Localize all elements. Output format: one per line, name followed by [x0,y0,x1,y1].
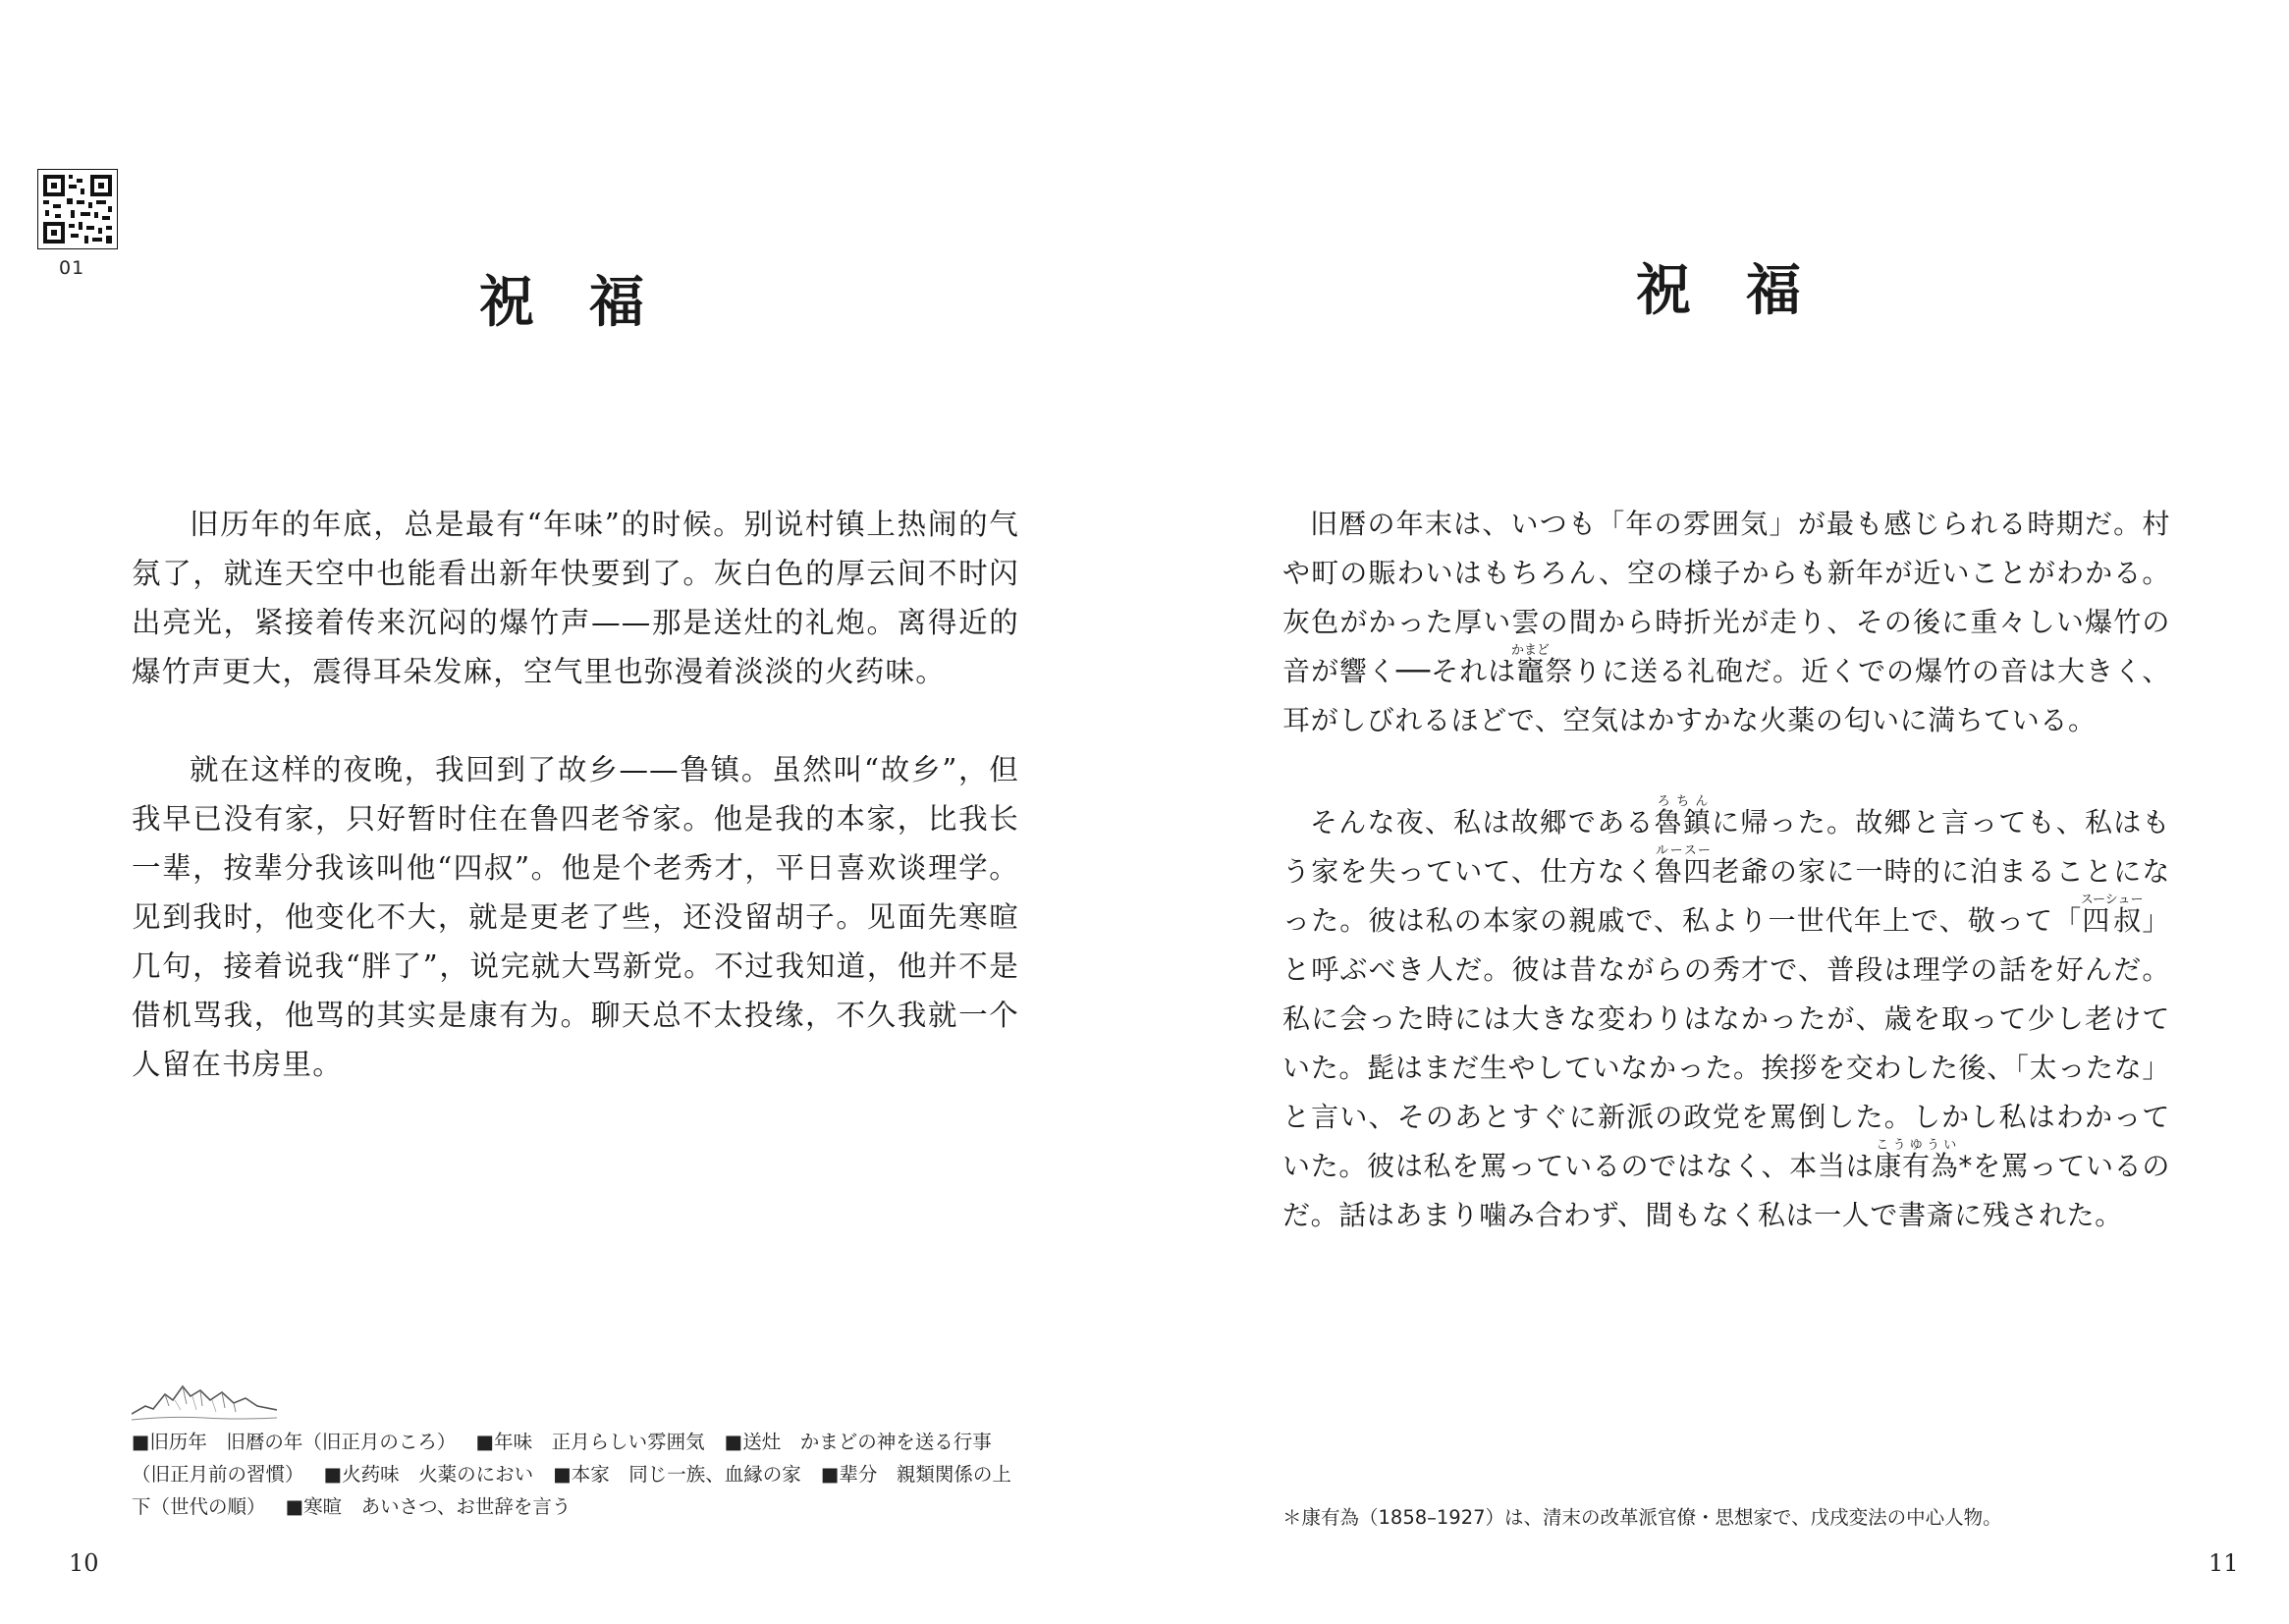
right-page [1145,0,2289,1624]
page-number: 11 [2208,1549,2239,1577]
page-title: 祝福 [479,270,699,335]
ruby-annotation: 魯四ルースー [1655,843,1713,888]
vocabulary-notes [132,1426,1027,1523]
vocab-item: ■本家 同じ一族、血縁の家 [553,1463,801,1486]
footnote: ＊康有為（1858–1927）は、清末の改革派官僚・思想家で、戊戌変法の中心人物。 [1282,1506,2002,1529]
vocab-item: ■寒暄 あいさつ、お世辞を言う [285,1495,572,1518]
paragraph: 旧暦の年末は、いつも「年の雰囲気」が最も感じられる時期だ。村や町の賑わいはもちろん、空の様子からも新年が近いことがわかる。灰色がかった厚い雲の間から時折光が走り、その後に重々しい爆竹の音が響く──それは竈かまど祭りに送る礼砲だ。近くでの爆竹の音は大きく、耳がしびれるほどで、空気はかすかな火薬の匂いに満ちている。 [1282,508,2170,736]
paragraph: 就在这样的夜晚，我回到了故乡——鲁镇。虽然叫“故乡”，但我早已没有家，只好暂时住在鲁四老爷家。他是我的本家，比我长一辈，按辈分我该叫他“四叔”。他是个老秀才，平日喜欢谈理学。见到我时，他变化不大，就是更老了些，还没留胡子。见面先寒暄几句，接着说我“胖了”，说完就大骂新党。不过我知道，他并不是借机骂我，他骂的其实是康有为。聊天总不太投缘，不久我就一个人留在书房里。 [132,753,1019,1081]
mountain-ornament-icon [132,1377,277,1424]
ruby-annotation: 竈かまど [1511,643,1551,687]
vocab-item: ■辈分 親類関係の上下（世代の順） [132,1463,1011,1518]
page-number: 10 [69,1549,99,1577]
japanese-body-text [1282,500,2170,1240]
ruby-annotation: 康有為こうゆうい [1874,1138,1959,1182]
left-page [0,0,1144,1624]
page-title: 祝福 [1636,258,1856,323]
vocab-item: ■年味 正月らしい雰囲気 [475,1431,705,1453]
vocab-item: ■火药味 火薬のにおい [323,1463,534,1486]
paragraph: そんな夜、私は故郷である魯鎮ろちんに帰った。故郷と言っても、私はもう家を失っていて、仕方なく魯四ルースー老爺の家に一時的に泊まることになった。彼は私の本家の親戚で、私より一世代年上で、敬って「四叔スーシュー」と呼ぶべき人だ。彼は昔ながらの秀才で、普段は理学の話を好んだ。私に会った時には大きな変わりはなかったが、歳を取って少し老けていた。髭はまだ生やしていなかった。挨拶を交わした後、「太ったな」と言い、そのあとすぐに新派の政党を罵倒した。しかし私はわかっていた。彼は私を罵っているのではなく、本当は康有為こうゆうい*を罵っているのだ。話はあまり噛み合わず、間もなく私は一人で書斎に残された。 [1282,794,2171,1231]
qr-track-number: 01 [59,257,85,279]
vocab-item: ■送灶 かまどの神を送る行事（旧正月前の習慣） [132,1431,992,1486]
ruby-annotation: 四叔スーシュー [2080,893,2144,937]
vocab-item: ■旧历年 旧暦の年（旧正月のころ） [132,1431,457,1453]
ruby-annotation: 魯鎮ろちん [1654,794,1713,839]
chinese-body-text [132,500,1019,1089]
qr-code-icon[interactable] [37,169,118,249]
paragraph: 旧历年的年底，总是最有“年味”的时候。别说村镇上热闹的气氛了，就连天空中也能看出新年快要到了。灰白色的厚云间不时闪出亮光，紧接着传来沉闷的爆竹声——那是送灶的礼炮。离得近的爆竹声更大，震得耳朵发麻，空气里也弥漫着淡淡的火药味。 [132,508,1019,688]
